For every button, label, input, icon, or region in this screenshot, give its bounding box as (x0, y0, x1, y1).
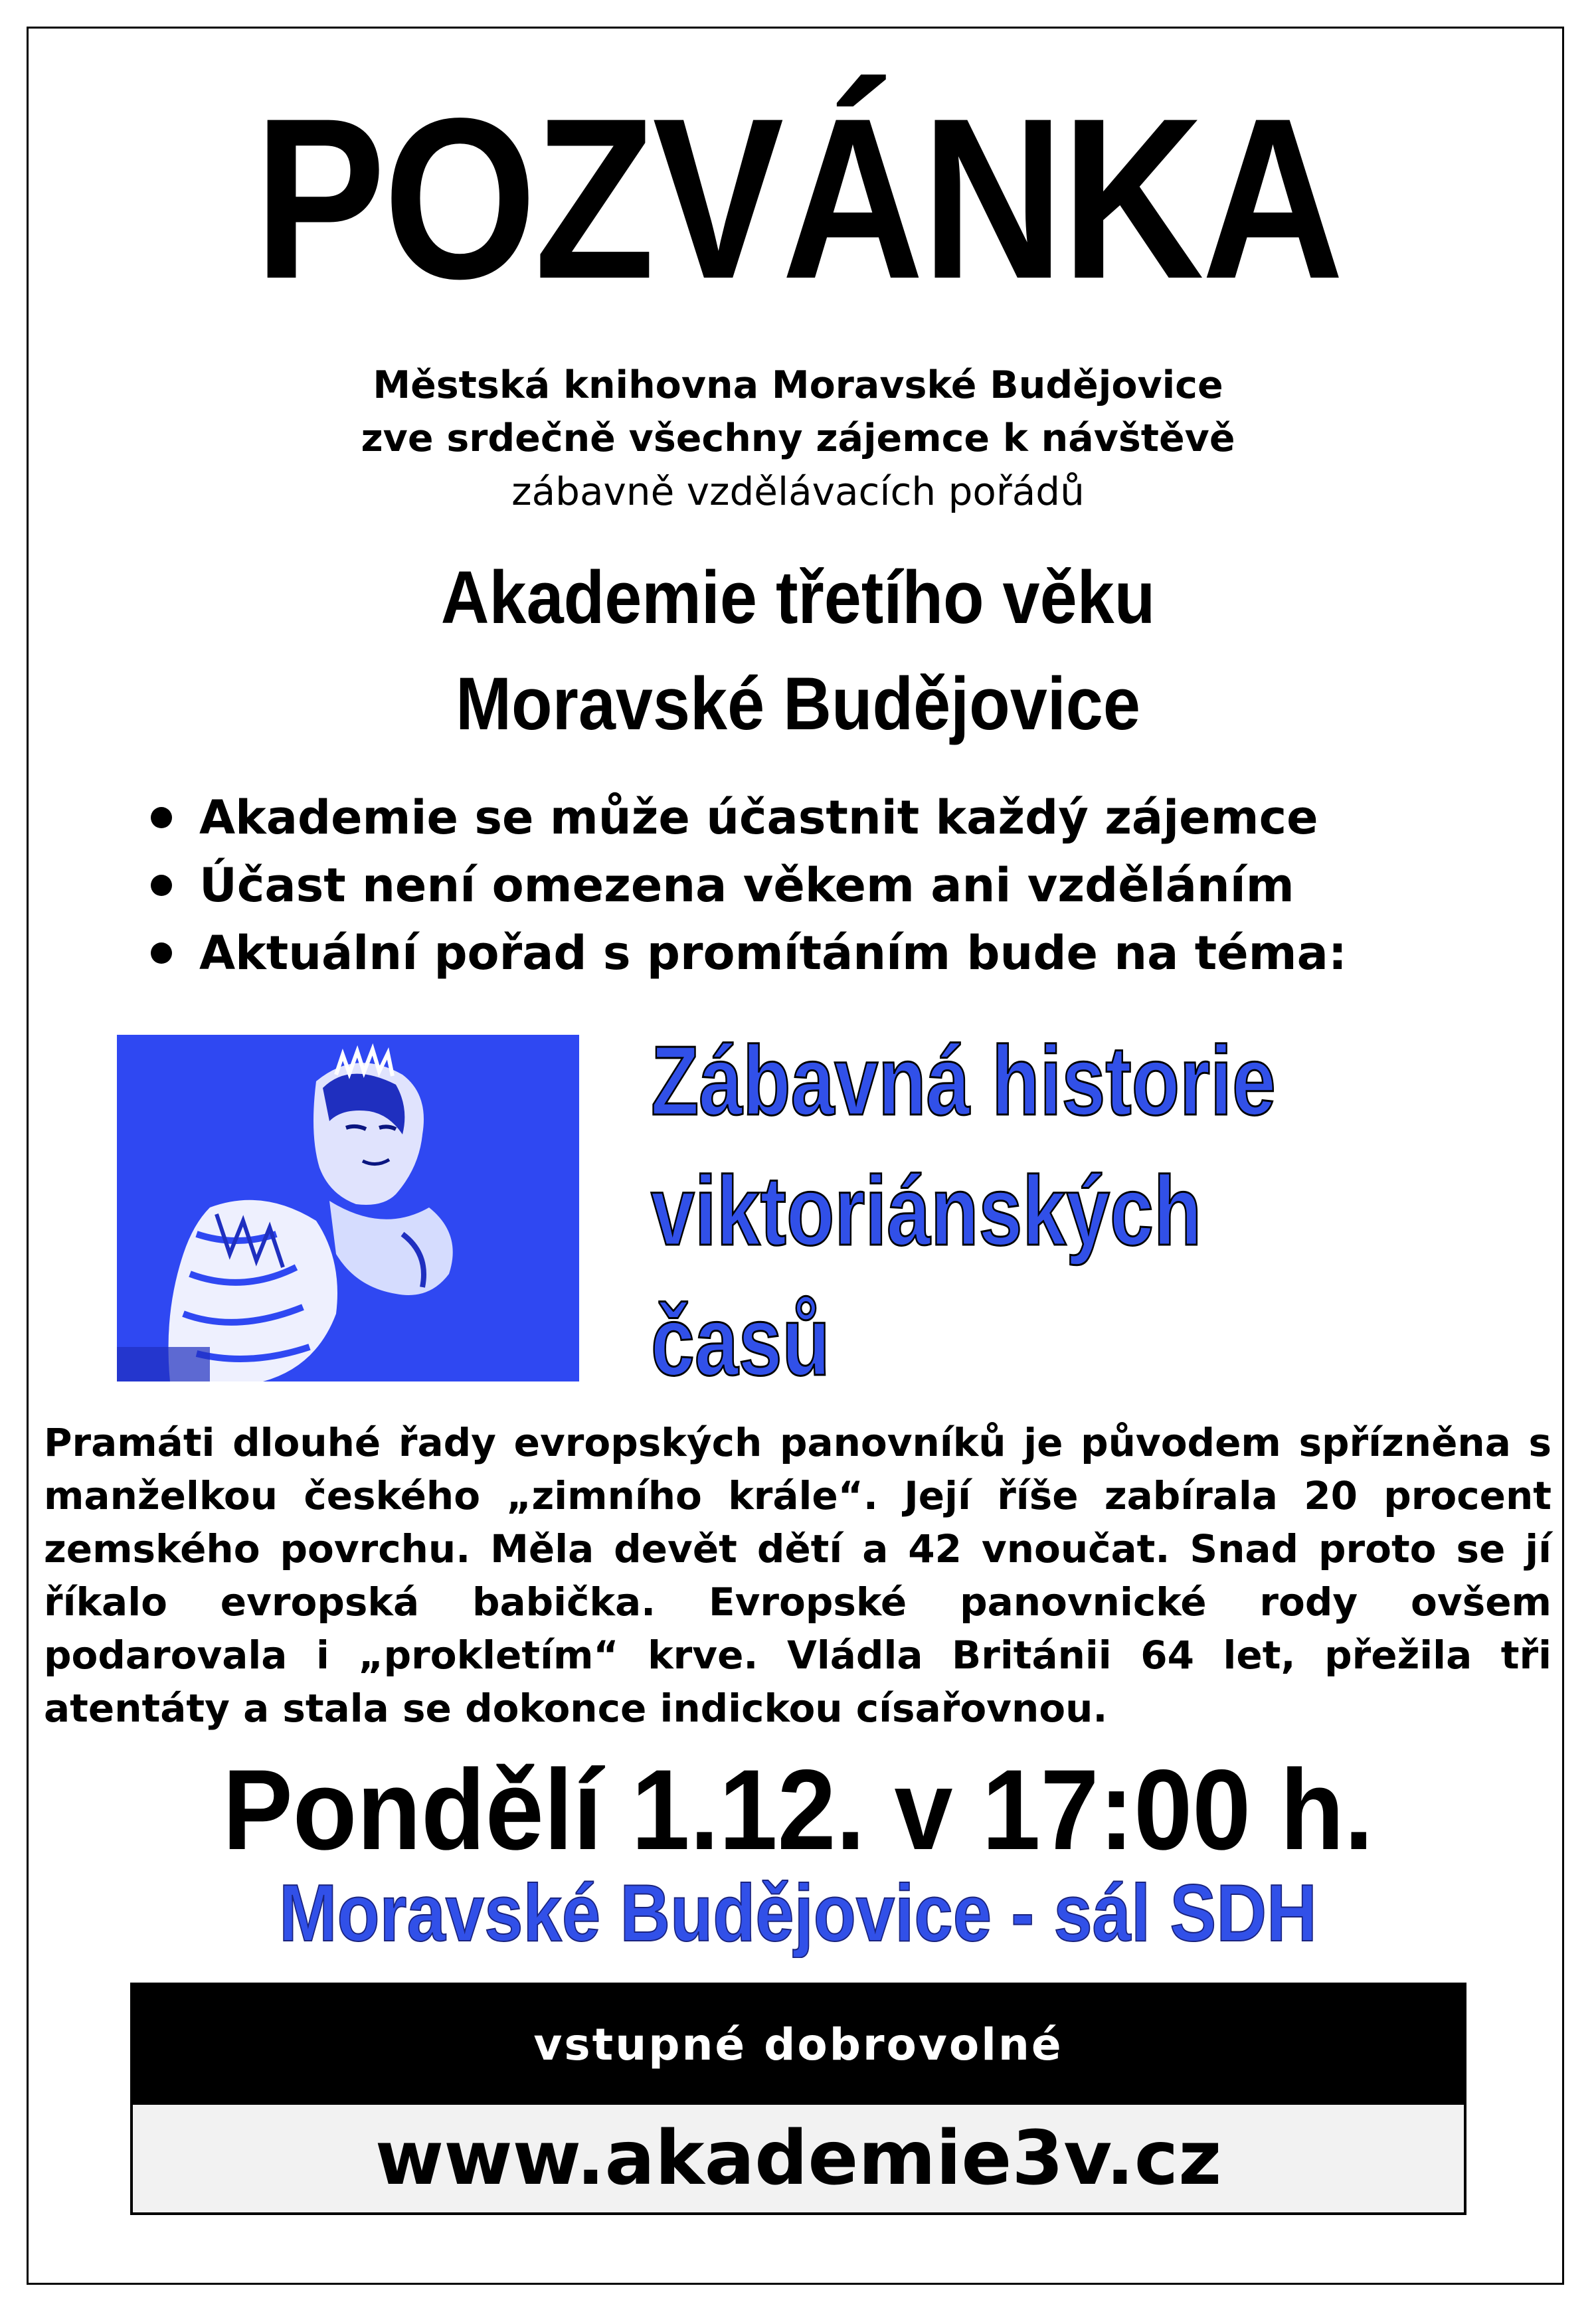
bullet-dot-icon (151, 875, 172, 896)
poster-title: POZVÁNKA (254, 71, 1342, 327)
event-venue: Moravské Budějovice - sál SDH (279, 1868, 1317, 1958)
bullet-item (149, 784, 1347, 851)
intro-line-2: zve srdečně všechny zájemce k návštěvě (361, 416, 1235, 460)
lecture-topic-title (651, 1016, 1276, 1407)
bullet-text: Akademie se může účastnit každý zájemce (199, 790, 1318, 845)
footer-box (130, 1983, 1466, 2215)
topic-line-1: Zábavná historie (651, 1026, 1276, 1136)
queen-victoria-portrait-image (117, 1035, 579, 1381)
website-link[interactable]: www.akademie3v.cz (133, 2105, 1464, 2212)
bullet-text: Aktuální pořad s promítáním bude na téma: (199, 926, 1347, 980)
bullet-dot-icon (151, 807, 172, 828)
bullet-item (149, 919, 1347, 987)
intro-line-3: zábavně vzdělávacích pořádů (511, 469, 1085, 514)
topic-line-2: viktoriánských (651, 1156, 1202, 1266)
event-date-time: Pondělí 1.12. v 17:00 h. (222, 1746, 1374, 1874)
bullet-dot-icon (151, 942, 172, 964)
info-bullet-list (149, 784, 1347, 987)
bullet-text: Účast není omezena věkem ani vzděláním (199, 858, 1294, 913)
academy-name-line-1: Akademie třetího věku (440, 556, 1156, 639)
bullet-item (149, 851, 1347, 919)
entry-fee-note: vstupné dobrovolné (133, 1985, 1464, 2105)
intro-line-1: Městská knihovna Moravské Budějovice (373, 363, 1223, 407)
lecture-description: Pramáti dlouhé řady evropských panovníků je původem spřízněna s manželkou českého „zimního krále“. Její říše zabírala 20 procent zemského povrchu. Měla devět dětí a 42 vnoučat. Snad proto se jí říkalo evropská babička. Evropské panovnické rody ovšem podarovala i „prokletím“ krve. Vládla Británii 64 let, přežila tři atentáty a stala se dokonce indickou císařovnou. (44, 1420, 1552, 1731)
academy-name-line-2: Moravské Budějovice (456, 662, 1140, 745)
topic-line-3: časů (651, 1287, 830, 1396)
